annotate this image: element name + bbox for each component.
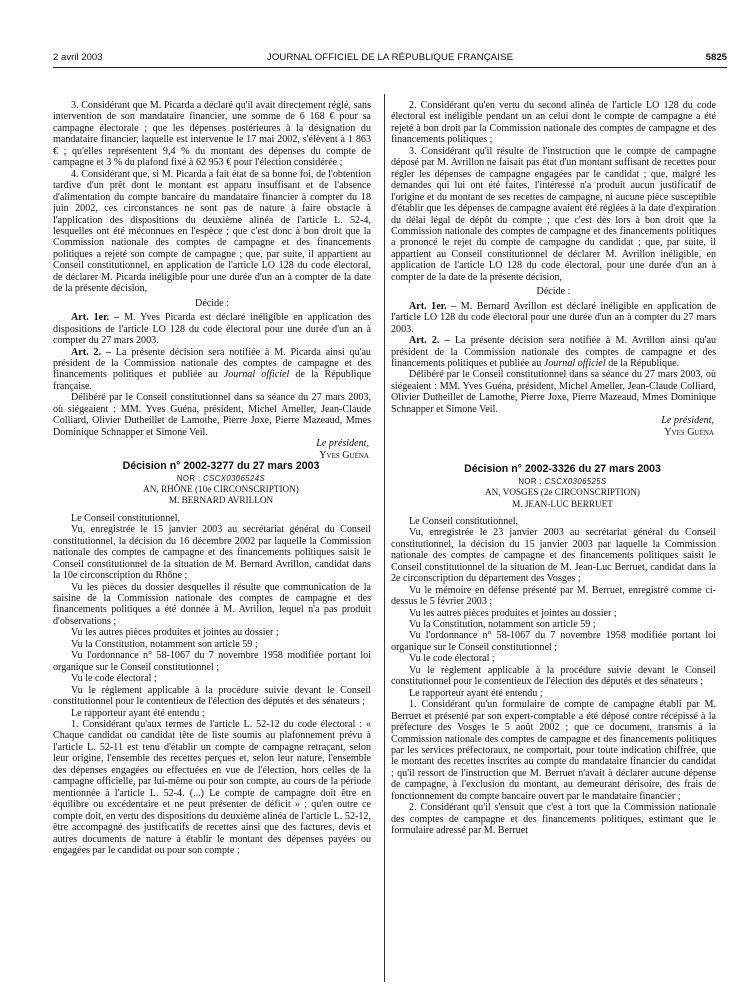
nor-reference	[53, 473, 371, 484]
nor-label: NOR :	[176, 473, 204, 483]
deliberation: Délibéré par le Conseil constitutionnel dans sa séance du 27 mars 2003, où siégeaient : MM. Yves Guéna, président, Michel Ameller, Jean-Claude Colliard, Olivier Dutheillet de Lamothe, Pierre Joxe, Pierre Mazeaud, Mmes Dominique Schnapper et Simone Veil.	[391, 369, 716, 415]
paragraph: Vu le code électoral ;	[409, 653, 495, 665]
paragraph: 2. Considérant qu'il s'ensuit que c'est à tort que la Commission nationale des comptes de campagne et des financements politiques, estimant que le formulaire adressé par M. Berruet	[391, 802, 716, 837]
article-label: Art. 2. –	[409, 335, 450, 347]
nor-label: NOR :	[518, 476, 545, 486]
deliberation: Délibéré par le Conseil constitutionnel dans sa séance du 27 mars 2003, où siégeaient : MM. Yves Guéna, président, Michel Ameller, Jean-Claude Colliard, Olivier Dutheillet de Lamothe, Pierre Joxe, Pierre Mazeaud, Mmes Dominique Schnapper et Simone Veil.	[53, 392, 371, 438]
nor-reference	[391, 476, 716, 487]
article-1	[391, 301, 716, 335]
paragraph: Vu l'ordonnance n° 58-1067 du 7 novembre 1958 modifiée portant loi organique sur le Conseil constitutionnel ;	[53, 650, 371, 673]
constituency: AN, RHÔNE (10e CIRCONSCRIPTION)	[143, 483, 299, 494]
journal-name: Journal officiel	[223, 369, 290, 381]
decision-title: Décision n° 2002-3277 du 27 mars 2003	[122, 460, 320, 473]
paragraph: 1. Considérant qu'aux termes de l'article L. 52-12 du code électoral : « Chaque candidat ou candidat tête de liste soumis au plafonnement prévu à l'article L. 52-11 est tenu d'établir un compte de campagne retraçant, selon leur origine, l'ensemble des recettes perçues et, selon leur nature, l'ensemble des dépenses engagées ou effectuées en vue de l'élection, hors celles de la campagne officielle, par lui-même ou pour son compte, au cours de la période mentionnée à l'article L. 52-4. (...) Le compte de campagne doit être en équilibre ou excédentaire et ne peut présenter de déficit » ; qu'en outre ce compte doit, en vertu des dispositions du deuxième alinéa de l'article L. 52-12, être accompagné des justificatifs de recettes ainsi que des factures, devis et autres documents de nature à établir le montant des dépenses payées ou engagées par le candidat ou pour son compte ;	[53, 719, 371, 856]
paragraph: 4. Considérant que, si M. Picarda a fait état de sa bonne foi, de l'obtention tardive d'un prêt dont le montant est apparu insuffisant et de l'absence d'alimentation du compte bancaire du mandataire financier à compter du 18 juin 2002, ces circonstances ne sont pas de nature à faire obstacle à l'application des dispositions du deuxième alinéa de l'article L. 52-4, lesquelles ont été méconnues en l'espèce ; que c'est donc à bon droit que la Commission nationale des comptes de campagne et des financements politiques a rejeté son compte de campagne ; que, par suite, il appartient au Conseil constitutionnel, en application de l'article LO 128 du code électoral, de déclarer M. Picarda inéligible pour une durée d'un an à compter de la date de la présente décision,	[53, 168, 371, 295]
article-text: M. Yves Picarda est déclaré inéligible en application des dispositions de l'article LO 128 du code électoral pour une durée d'un an à compter du 27 mars 2003.	[53, 312, 371, 347]
signature-name: Yves Guéna	[319, 449, 369, 461]
article-text: La présente décision sera notifiée à M. Picarda ainsi qu'au président de la Commission nationale des comptes de campagne et des financements politiques et publiée au	[53, 346, 371, 381]
paragraph: 3. Considérant que M. Picarda a déclaré qu'il avait directement réglé, sans intervention de son mandataire financier, une somme de 6 168 € pour sa campagne électorale ; que les dépenses postérieures à la désignation du mandataire financier, laquelle est intervenue le 17 mai 2002, s'élèvent à 1 863 € ; qu'elles représentent 9,4 % du montant des dépenses du compte de campagne et 3 % du plafond fixé à 62 953 € pour l'élection considérée ;	[53, 100, 371, 169]
article-1	[53, 312, 371, 346]
article-label: Art. 1er. –	[409, 300, 457, 312]
decide-heading: Décide :	[536, 286, 571, 298]
paragraph: 1. Considérant qu'un formulaire de compte de campagne établi par M. Berruet et présenté par son expert-comptable a été déposé contre récépissé à la préfecture des Vosges le 5 août 2002 ; que ce document, transmis à la Commission nationale des comptes de campagne et des financements politiques par les services préfectoraux, ne comportait, pour toute indication chiffrée, que le montant des recettes inscrites au compte du mandataire financier du candidat ; qu'il ressort de l'instruction que M. Berruet n'avait à déclarer aucune dépense de campagne, à l'exclusion du montant, au demeurant dérisoire, des frais de fonctionnement du compte bancaire ouvert par le mandataire financier ;	[391, 699, 716, 802]
paragraph: Vu les pièces du dossier desquelles il résulte que communication de la saisine de la Commission nationale des comptes de campagne et des financements politiques a été donnée à M. Avrillon, lequel n'a pas produit d'observations ;	[53, 581, 371, 627]
paragraph: 3. Considérant qu'il résulte de l'instruction que le compte de campagne déposé par M. Avrillon ne faisait pas état d'un montant suffisant de recettes pour régler les dépenses de campagne engagées par le candidat ; que, malgré les demandes qui lui ont été faites, l'intéressé n'a produit aucun justificatif de l'origine et du montant de ses recettes de campagne, ni aucune pièce susceptible d'établir que les dépenses de campagne avaient été réglées à la date d'expiration du délai légal de dépôt du compte ; que c'est dès lors à bon droit que la Commission nationale des comptes de campagne et des financements politiques a prononcé le rejet du compte de campagne du candidat ; que, par suite, il appartient au Conseil constitutionnel de déclarer M. Avrillon inéligible, en application de l'article LO 128 du code électoral, pour une durée d'un an à compter de la date de la présente décision,	[391, 145, 716, 283]
signature-role	[53, 438, 371, 449]
constituency: AN, VOSGES (2e CIRCONSCRIPTION)	[484, 487, 640, 498]
paragraph: Vu, enregistrée le 23 janvier 2003 au secrétariat général du Conseil constitutionnel, la décision du 15 janvier 2003 par laquelle la Commission nationale des comptes de campagne et des financements politiques saisit le Conseil constitutionnel de la situation de M. Jean-Luc Berruet, candidat dans la 2e circonscription du département des Vosges ;	[391, 527, 716, 585]
paragraph: Vu la Constitution, notamment son article 59 ;	[409, 619, 596, 631]
article-2	[391, 335, 716, 369]
paragraph: 2. Considérant qu'en vertu du second alinéa de l'article LO 128 du code électoral est inéligible pendant un an celui dont le compte de campagne a été rejeté à bon droit par la Commission nationale des comptes de campagne et des financements politiques ;	[391, 100, 716, 146]
paragraph: Vu, enregistrée le 15 janvier 2003 au secrétariat général du Conseil constitutionnel, la décision du 16 décembre 2002 par laquelle la Commission nationale des comptes de campagne et des financements politiques saisit le Conseil constitutionnel de la situation de M. Bernard Avrillon, candidat dans la 10e circonscription du Rhône ;	[53, 524, 371, 582]
paragraph: Le rapporteur ayant été entendu ;	[71, 707, 205, 719]
paragraph: Le Conseil constitutionnel,	[71, 512, 181, 524]
article-2	[53, 347, 371, 393]
paragraph: Vu le code électoral ;	[71, 673, 157, 685]
nor-code: CSCX0306524S	[203, 473, 266, 483]
left-column	[53, 100, 371, 980]
signature-role	[391, 415, 716, 426]
paragraph: Le rapporteur ayant été entendu ;	[409, 687, 543, 699]
paragraph: Le Conseil constitutionnel,	[409, 515, 519, 527]
paragraph: Vu le mémoire en défense présenté par M. Berruet, enregistré comme ci-dessus le 5 février 2003 ;	[391, 584, 716, 608]
signature-role-text: Le président,	[316, 438, 369, 450]
journal-name: Journal officiel	[543, 357, 606, 369]
nor-code: CSCX0306525S	[544, 476, 607, 486]
header-title: JOURNAL OFFICIEL DE LA RÉPUBLIQUE FRANÇAISE	[266, 52, 514, 63]
signature-role-text: Le président,	[661, 415, 714, 427]
paragraph: Vu l'ordonnance n° 58-1067 du 7 novembre 1958 modifiée portant loi organique sur le Conseil constitutionnel ;	[391, 630, 716, 653]
article-label: Art. 2. –	[71, 346, 111, 358]
article-text: La présente décision sera notifiée à M. Avrillon ainsi qu'au président de la Commission nationale des comptes de campagne et des financements politiques et publiée au	[391, 335, 716, 369]
right-column	[391, 100, 716, 980]
header-page-number: 5825	[705, 52, 727, 63]
paragraph: Vu les autres pièces produites et jointes au dossier ;	[409, 607, 617, 619]
candidate-name: M. JEAN-LUC BERRUET	[512, 498, 613, 509]
column-divider	[384, 94, 385, 982]
page-header	[53, 52, 727, 66]
article-text: de la République française.	[53, 369, 371, 392]
paragraph: Vu le règlement applicable à la procédure suivie devant le Conseil constitutionnel pour le contentieux de l'élection des députés et des sénateurs ;	[391, 664, 716, 688]
article-label: Art. 1er. –	[71, 312, 120, 324]
paragraph: Vu le règlement applicable à la procédure suivie devant le Conseil constitutionnel pour le contentieux de l'élection des députés et des sénateurs ;	[53, 684, 371, 708]
paragraph: Vu la Constitution, notamment son article 59 ;	[71, 638, 258, 650]
decision-title: Décision n° 2002-3326 du 27 mars 2003	[464, 463, 661, 476]
candidate-name: M. BERNARD AVRILLON	[168, 495, 274, 506]
header-date: 2 avril 2003	[53, 52, 103, 63]
paragraph: Vu les autres pièces produites et jointes au dossier ;	[71, 627, 279, 639]
header-rule	[53, 67, 727, 68]
decide-heading: Décide :	[195, 297, 229, 309]
article-text: M. Bernard Avrillon est déclaré inéligible en application de l'article LO 128 du code électoral pour une durée d'un an à compter du 27 mars 2003.	[391, 300, 716, 335]
article-text: de la République.	[605, 357, 680, 369]
signature-name: Yves Guéna	[664, 426, 714, 438]
